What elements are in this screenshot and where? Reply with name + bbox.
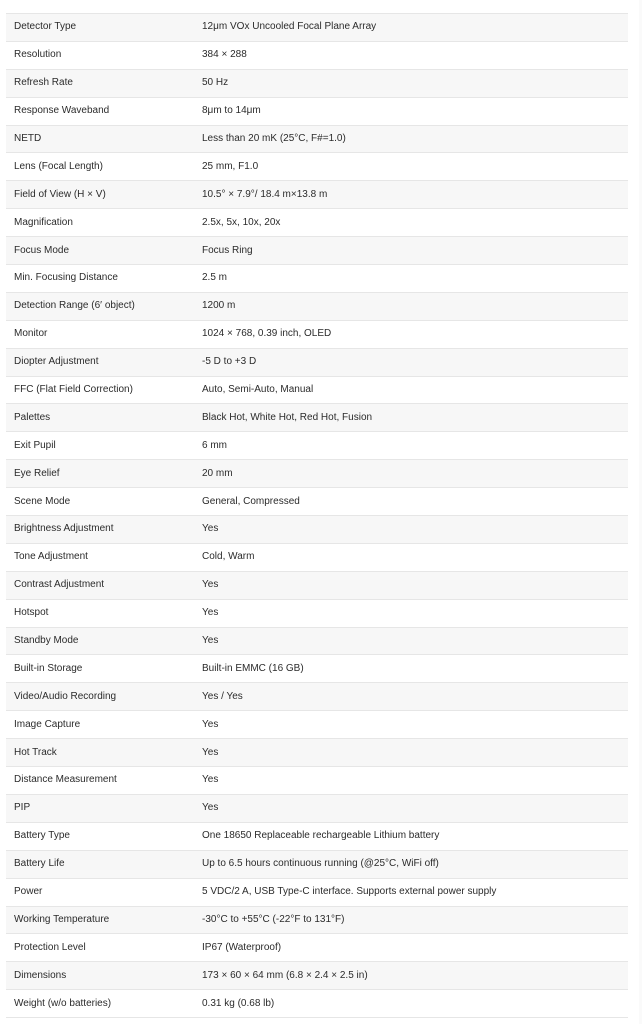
spec-value: 6 mm: [194, 432, 628, 460]
spec-row: [6, 850, 628, 878]
spec-value: Less than 20 mK (25°C, F#=1.0): [194, 125, 628, 153]
spec-row: [6, 320, 628, 348]
spec-row: [6, 237, 628, 265]
spec-row: [6, 739, 628, 767]
spec-row: [6, 432, 628, 460]
spec-row: [6, 209, 628, 237]
spec-value: Yes: [194, 711, 628, 739]
spec-label: Distance Measurement: [6, 767, 194, 795]
spec-row: [6, 153, 628, 181]
spec-row: [6, 571, 628, 599]
spec-value: 10.5° × 7.9°/ 18.4 m×13.8 m: [194, 181, 628, 209]
spec-row: [6, 767, 628, 795]
spec-label: Video/Audio Recording: [6, 683, 194, 711]
spec-value: 1024 × 768, 0.39 inch, OLED: [194, 320, 628, 348]
spec-row: [6, 41, 628, 69]
spec-value: 20 mm: [194, 460, 628, 488]
spec-value: 2.5x, 5x, 10x, 20x: [194, 209, 628, 237]
spec-row: [6, 460, 628, 488]
spec-value: Yes: [194, 794, 628, 822]
spec-label: Resolution: [6, 41, 194, 69]
spec-label: Diopter Adjustment: [6, 348, 194, 376]
spec-value: One 18650 Replaceable rechargeable Lithium battery: [194, 822, 628, 850]
spec-value: Yes: [194, 767, 628, 795]
spec-label: Hotspot: [6, 599, 194, 627]
spec-label: FFC (Flat Field Correction): [6, 376, 194, 404]
spec-label: Battery Life: [6, 850, 194, 878]
spec-label: Protection Level: [6, 934, 194, 962]
spec-row: [6, 962, 628, 990]
spec-row: [6, 683, 628, 711]
spec-row: [6, 181, 628, 209]
spec-label: Scene Mode: [6, 488, 194, 516]
spec-value: -5 D to +3 D: [194, 348, 628, 376]
spec-value: 1200 m: [194, 292, 628, 320]
spec-row: [6, 543, 628, 571]
spec-label: Power: [6, 878, 194, 906]
spec-label: Magnification: [6, 209, 194, 237]
spec-label: Exit Pupil: [6, 432, 194, 460]
spec-row: [6, 906, 628, 934]
spec-label: Refresh Rate: [6, 69, 194, 97]
spec-value: Yes / Yes: [194, 683, 628, 711]
spec-label: Hot Track: [6, 739, 194, 767]
spec-row: [6, 822, 628, 850]
spec-label: NETD: [6, 125, 194, 153]
spec-label: PIP: [6, 794, 194, 822]
spec-label: Standby Mode: [6, 627, 194, 655]
spec-value: Up to 6.5 hours continuous running (@25°C, WiFi off): [194, 850, 628, 878]
spec-value: 384 × 288: [194, 41, 628, 69]
spec-value: 5 VDC/2 A, USB Type-C interface. Supports external power supply: [194, 878, 628, 906]
spec-row: [6, 348, 628, 376]
spec-label: Focus Mode: [6, 237, 194, 265]
spec-label: Image Capture: [6, 711, 194, 739]
spec-value: Focus Ring: [194, 237, 628, 265]
spec-value: 173 × 60 × 64 mm (6.8 × 2.4 × 2.5 in): [194, 962, 628, 990]
spec-row: [6, 488, 628, 516]
spec-row: [6, 934, 628, 962]
spec-label: Lens (Focal Length): [6, 153, 194, 181]
spec-label: Palettes: [6, 404, 194, 432]
spec-row: [6, 97, 628, 125]
spec-label: Dimensions: [6, 962, 194, 990]
spec-row: [6, 125, 628, 153]
spec-label: Brightness Adjustment: [6, 516, 194, 544]
spec-value: Yes: [194, 599, 628, 627]
spec-label: Detector Type: [6, 14, 194, 42]
spec-label: Battery Type: [6, 822, 194, 850]
spec-value: Built-in EMMC (16 GB): [194, 655, 628, 683]
spec-label: Response Waveband: [6, 97, 194, 125]
spec-label: Detection Range (6′ object): [6, 292, 194, 320]
spec-row: [6, 376, 628, 404]
spec-row: [6, 794, 628, 822]
spec-row: [6, 14, 628, 42]
spec-label: Tone Adjustment: [6, 543, 194, 571]
spec-value: -30°C to +55°C (-22°F to 131°F): [194, 906, 628, 934]
spec-row: [6, 599, 628, 627]
spec-label: Contrast Adjustment: [6, 571, 194, 599]
spec-value: Yes: [194, 739, 628, 767]
spec-value: 0.31 kg (0.68 lb): [194, 990, 628, 1018]
spec-value: Black Hot, White Hot, Red Hot, Fusion: [194, 404, 628, 432]
spec-row: [6, 292, 628, 320]
spec-label: Min. Focusing Distance: [6, 265, 194, 293]
spec-label: Field of View (H × V): [6, 181, 194, 209]
spec-row: [6, 711, 628, 739]
spec-row: [6, 990, 628, 1018]
spec-label: Built-in Storage: [6, 655, 194, 683]
spec-row: [6, 878, 628, 906]
spec-label: Weight (w/o batteries): [6, 990, 194, 1018]
spec-value: Yes: [194, 571, 628, 599]
spec-row: [6, 69, 628, 97]
spec-label: Monitor: [6, 320, 194, 348]
spec-value: 8μm to 14μm: [194, 97, 628, 125]
spec-value: 25 mm, F1.0: [194, 153, 628, 181]
spec-row: [6, 516, 628, 544]
spec-row: [6, 655, 628, 683]
spec-value: 12μm VOx Uncooled Focal Plane Array: [194, 14, 628, 42]
spec-row: [6, 265, 628, 293]
spec-label: Working Temperature: [6, 906, 194, 934]
spec-value: IP67 (Waterproof): [194, 934, 628, 962]
spec-value: Yes: [194, 627, 628, 655]
spec-row: [6, 627, 628, 655]
spec-value: 2.5 m: [194, 265, 628, 293]
spec-row: [6, 404, 628, 432]
specifications-table-body: [6, 14, 628, 1018]
spec-value: Yes: [194, 516, 628, 544]
spec-value: General, Compressed: [194, 488, 628, 516]
spec-label: Eye Relief: [6, 460, 194, 488]
specifications-table: [6, 13, 628, 1018]
spec-value: Cold, Warm: [194, 543, 628, 571]
spec-value: Auto, Semi-Auto, Manual: [194, 376, 628, 404]
spec-value: 50 Hz: [194, 69, 628, 97]
